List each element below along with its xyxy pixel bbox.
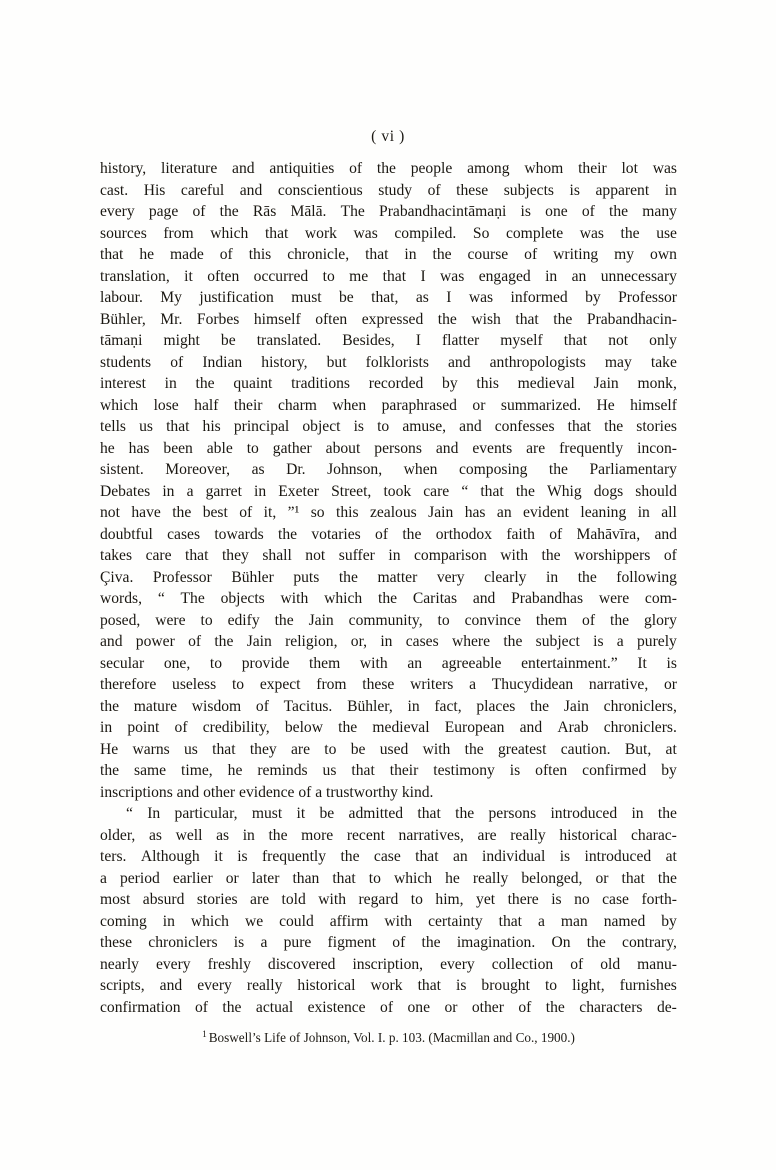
footnote-text: Boswell’s Life of Johnson, Vol. I. p. 103. (Macmillan and Co., 1900.)	[208, 1030, 575, 1046]
text-line: he has been able to gather about persons and events are frequently incon-	[100, 439, 677, 457]
text-line: doubtful cases towards the votaries of the orthodox faith of Mahāvīra, and	[100, 525, 677, 543]
running-head: ( vi )	[371, 128, 405, 145]
text-line: sources from which that work was compiled. So complete was the use	[100, 224, 677, 242]
text-line: Çiva. Professor Bühler puts the matter very clearly in the following	[100, 568, 677, 586]
text-line: He warns us that they are to be used with the greatest caution. But, at	[100, 740, 677, 758]
text-line: labour. My justification must be that, as I was informed by Professor	[100, 289, 677, 306]
text-line: tāmaṇi might be translated. Besides, I flatter myself that not only	[100, 332, 677, 349]
text-line: that he made of this chronicle, that in the course of writing my own	[100, 246, 677, 263]
text-line: translation, it often occurred to me that I was engaged in an unnecessary	[100, 267, 677, 285]
text-line: words, “ The objects with which the Caritas and Prabandhas were com-	[100, 590, 677, 607]
text-line: the same time, he reminds us that their testimony is often confirmed by	[100, 762, 677, 779]
text-line: ters. Although it is frequently the case that an individual is introduced at	[100, 848, 677, 865]
body-text-block	[100, 158, 677, 1018]
text-line: which lose half their charm when paraphrased or summarized. He himself	[100, 396, 677, 414]
text-line: tells us that his principal object is to amuse, and confesses that the stories	[100, 418, 677, 435]
text-line: takes care that they shall not suffer in comparison with the worshippers of	[100, 547, 677, 564]
text-line: students of Indian history, but folklorists and anthropologists may take	[100, 353, 677, 371]
text-line: “ In particular, must it be admitted that the persons introduced in the	[126, 805, 677, 822]
text-line: history, literature and antiquities of the people among whom their lot was	[100, 160, 677, 177]
text-line: Bühler, Mr. Forbes himself often expressed the wish that the Prabandhacin-	[100, 310, 677, 328]
text-line: every page of the Rās Mālā. The Prabandhacintāmaṇi is one of the many	[100, 203, 677, 220]
text-line: these chroniclers is a pure figment of the imagination. On the contrary,	[100, 934, 677, 951]
text-line: older, as well as in the more recent narratives, are really historical charac-	[100, 826, 677, 844]
text-line: Debates in a garret in Exeter Street, took care “ that the Whig dogs should	[100, 482, 677, 500]
text-line: and power of the Jain religion, or, in cases where the subject is a purely	[100, 633, 677, 650]
footnote-marker: 1	[202, 1030, 207, 1040]
footnote	[100, 1026, 677, 1047]
text-line: most absurd stories are told with regard to him, yet there is no case forth-	[100, 891, 677, 908]
text-line: secular one, to provide them with an agreeable entertainment.” It is	[100, 654, 677, 672]
text-line: nearly every freshly discovered inscription, every collection of old manu-	[100, 955, 677, 973]
text-line: not have the best of it, ”¹ so this zealous Jain has an evident leaning in all	[100, 504, 677, 521]
text-line: therefore useless to expect from these writers a Thucydidean narrative, or	[100, 676, 677, 693]
text-line: confirmation of the actual existence of one or other of the characters de-	[100, 998, 677, 1016]
text-line: interest in the quaint traditions recorded by this medieval Jain monk,	[100, 375, 677, 392]
text-line: in point of credibility, below the medieval European and Arab chroniclers.	[100, 719, 677, 736]
text-line: a period earlier or later than that to which he really belonged, or that the	[100, 869, 677, 887]
text-line: cast. His careful and conscientious study of these subjects is apparent in	[100, 181, 677, 199]
text-line: sistent. Moreover, as Dr. Johnson, when composing the Parliamentary	[100, 461, 677, 478]
text-line: posed, were to edify the Jain community, to convince them of the glory	[100, 611, 677, 629]
text-line: scripts, and every really historical work that is brought to light, furnishes	[100, 977, 677, 994]
text-line: inscriptions and other evidence of a trustworthy kind.	[100, 783, 434, 801]
text-line: coming in which we could affirm with certainty that a man named by	[100, 912, 677, 930]
text-line: the mature wisdom of Tacitus. Bühler, in fact, places the Jain chroniclers,	[100, 697, 677, 715]
